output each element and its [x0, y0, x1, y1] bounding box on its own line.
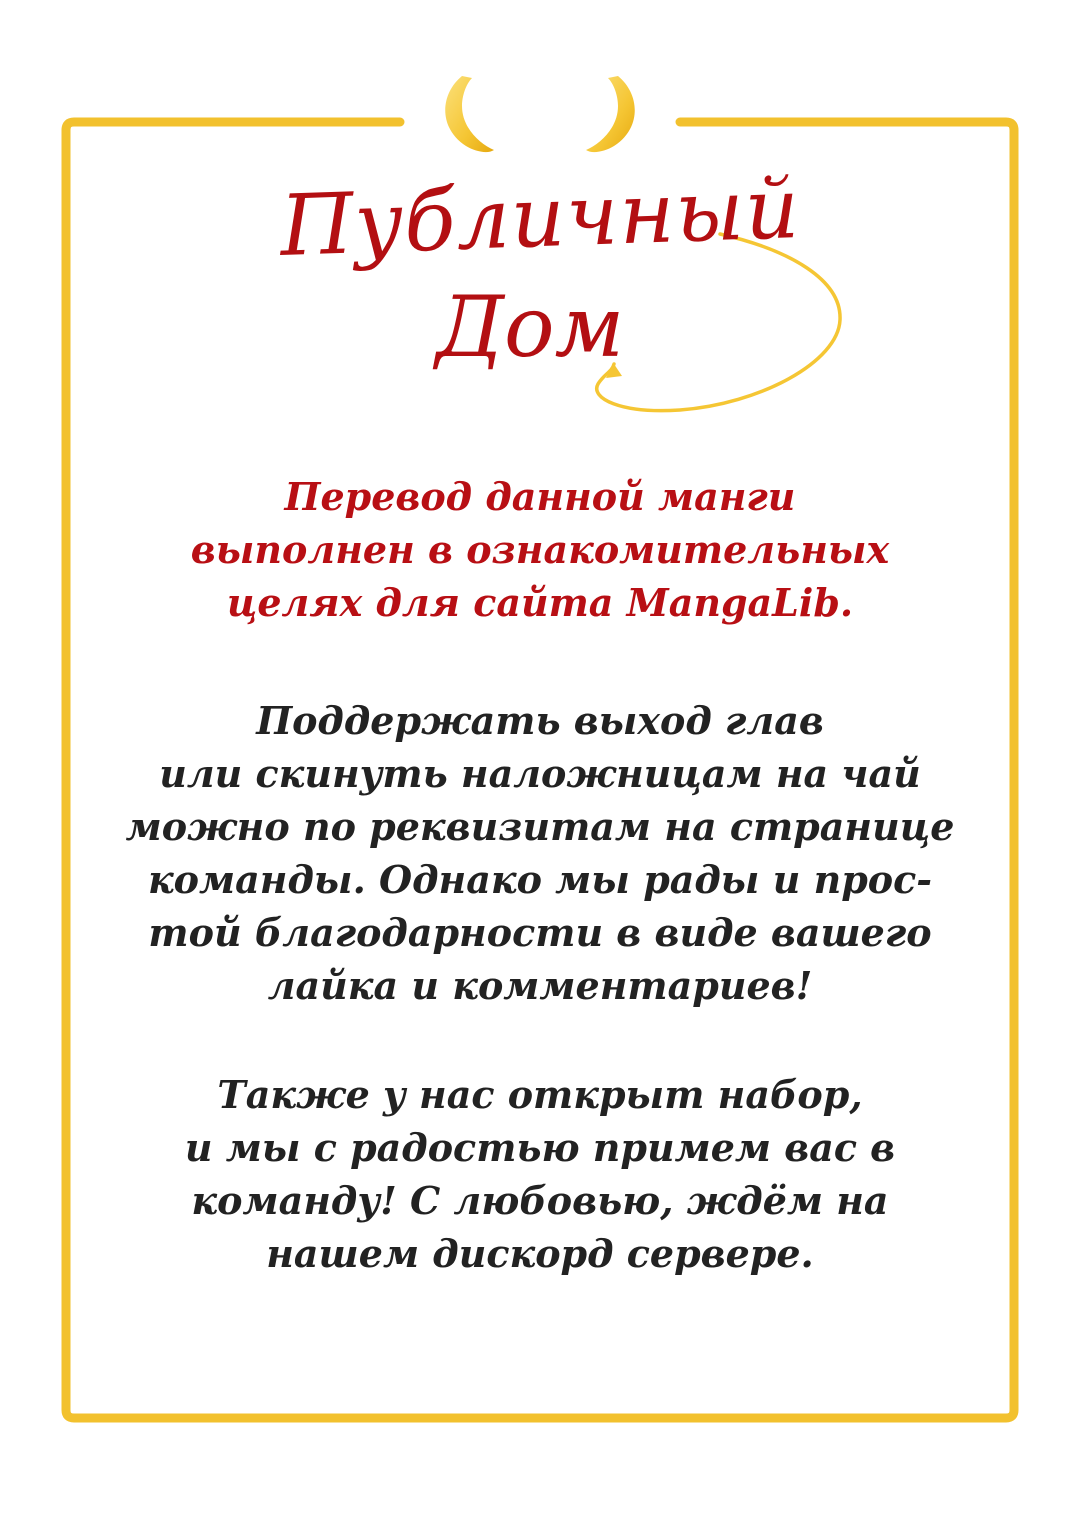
notice-line: Перевод данной манги: [284, 474, 796, 519]
support-line: той благодарности в виде вашего: [148, 910, 932, 955]
notice-line: целях для сайта MangaLib.: [226, 580, 854, 625]
devil-horns-icon: [445, 76, 494, 152]
support-line: можно по реквизитам на странице: [125, 804, 955, 849]
devil-horns-icon-right: [586, 76, 635, 152]
logo-title-line-1: Публичный: [278, 158, 802, 276]
support-paragraph: [110, 694, 970, 1012]
support-line: Поддержать выход глав: [256, 698, 824, 743]
recruit-line: команду! С любовью, ждём на: [191, 1178, 889, 1223]
support-line: лайка и комментариев!: [267, 963, 813, 1008]
recruit-line: и мы с радостью примем вас в: [184, 1125, 896, 1170]
logo-title-line-2: Дом: [435, 278, 625, 376]
notice-line: выполнен в ознакомительных: [190, 527, 890, 572]
recruit-line: нашем дискорд сервере.: [266, 1231, 814, 1276]
support-line: или скинуть наложницам на чай: [159, 751, 921, 796]
translation-notice: [110, 470, 970, 629]
support-line: команды. Однако мы рады и прос-: [147, 857, 933, 902]
recruit-line: Также у нас открыт набор,: [217, 1072, 863, 1117]
recruitment-paragraph: [110, 1068, 970, 1280]
